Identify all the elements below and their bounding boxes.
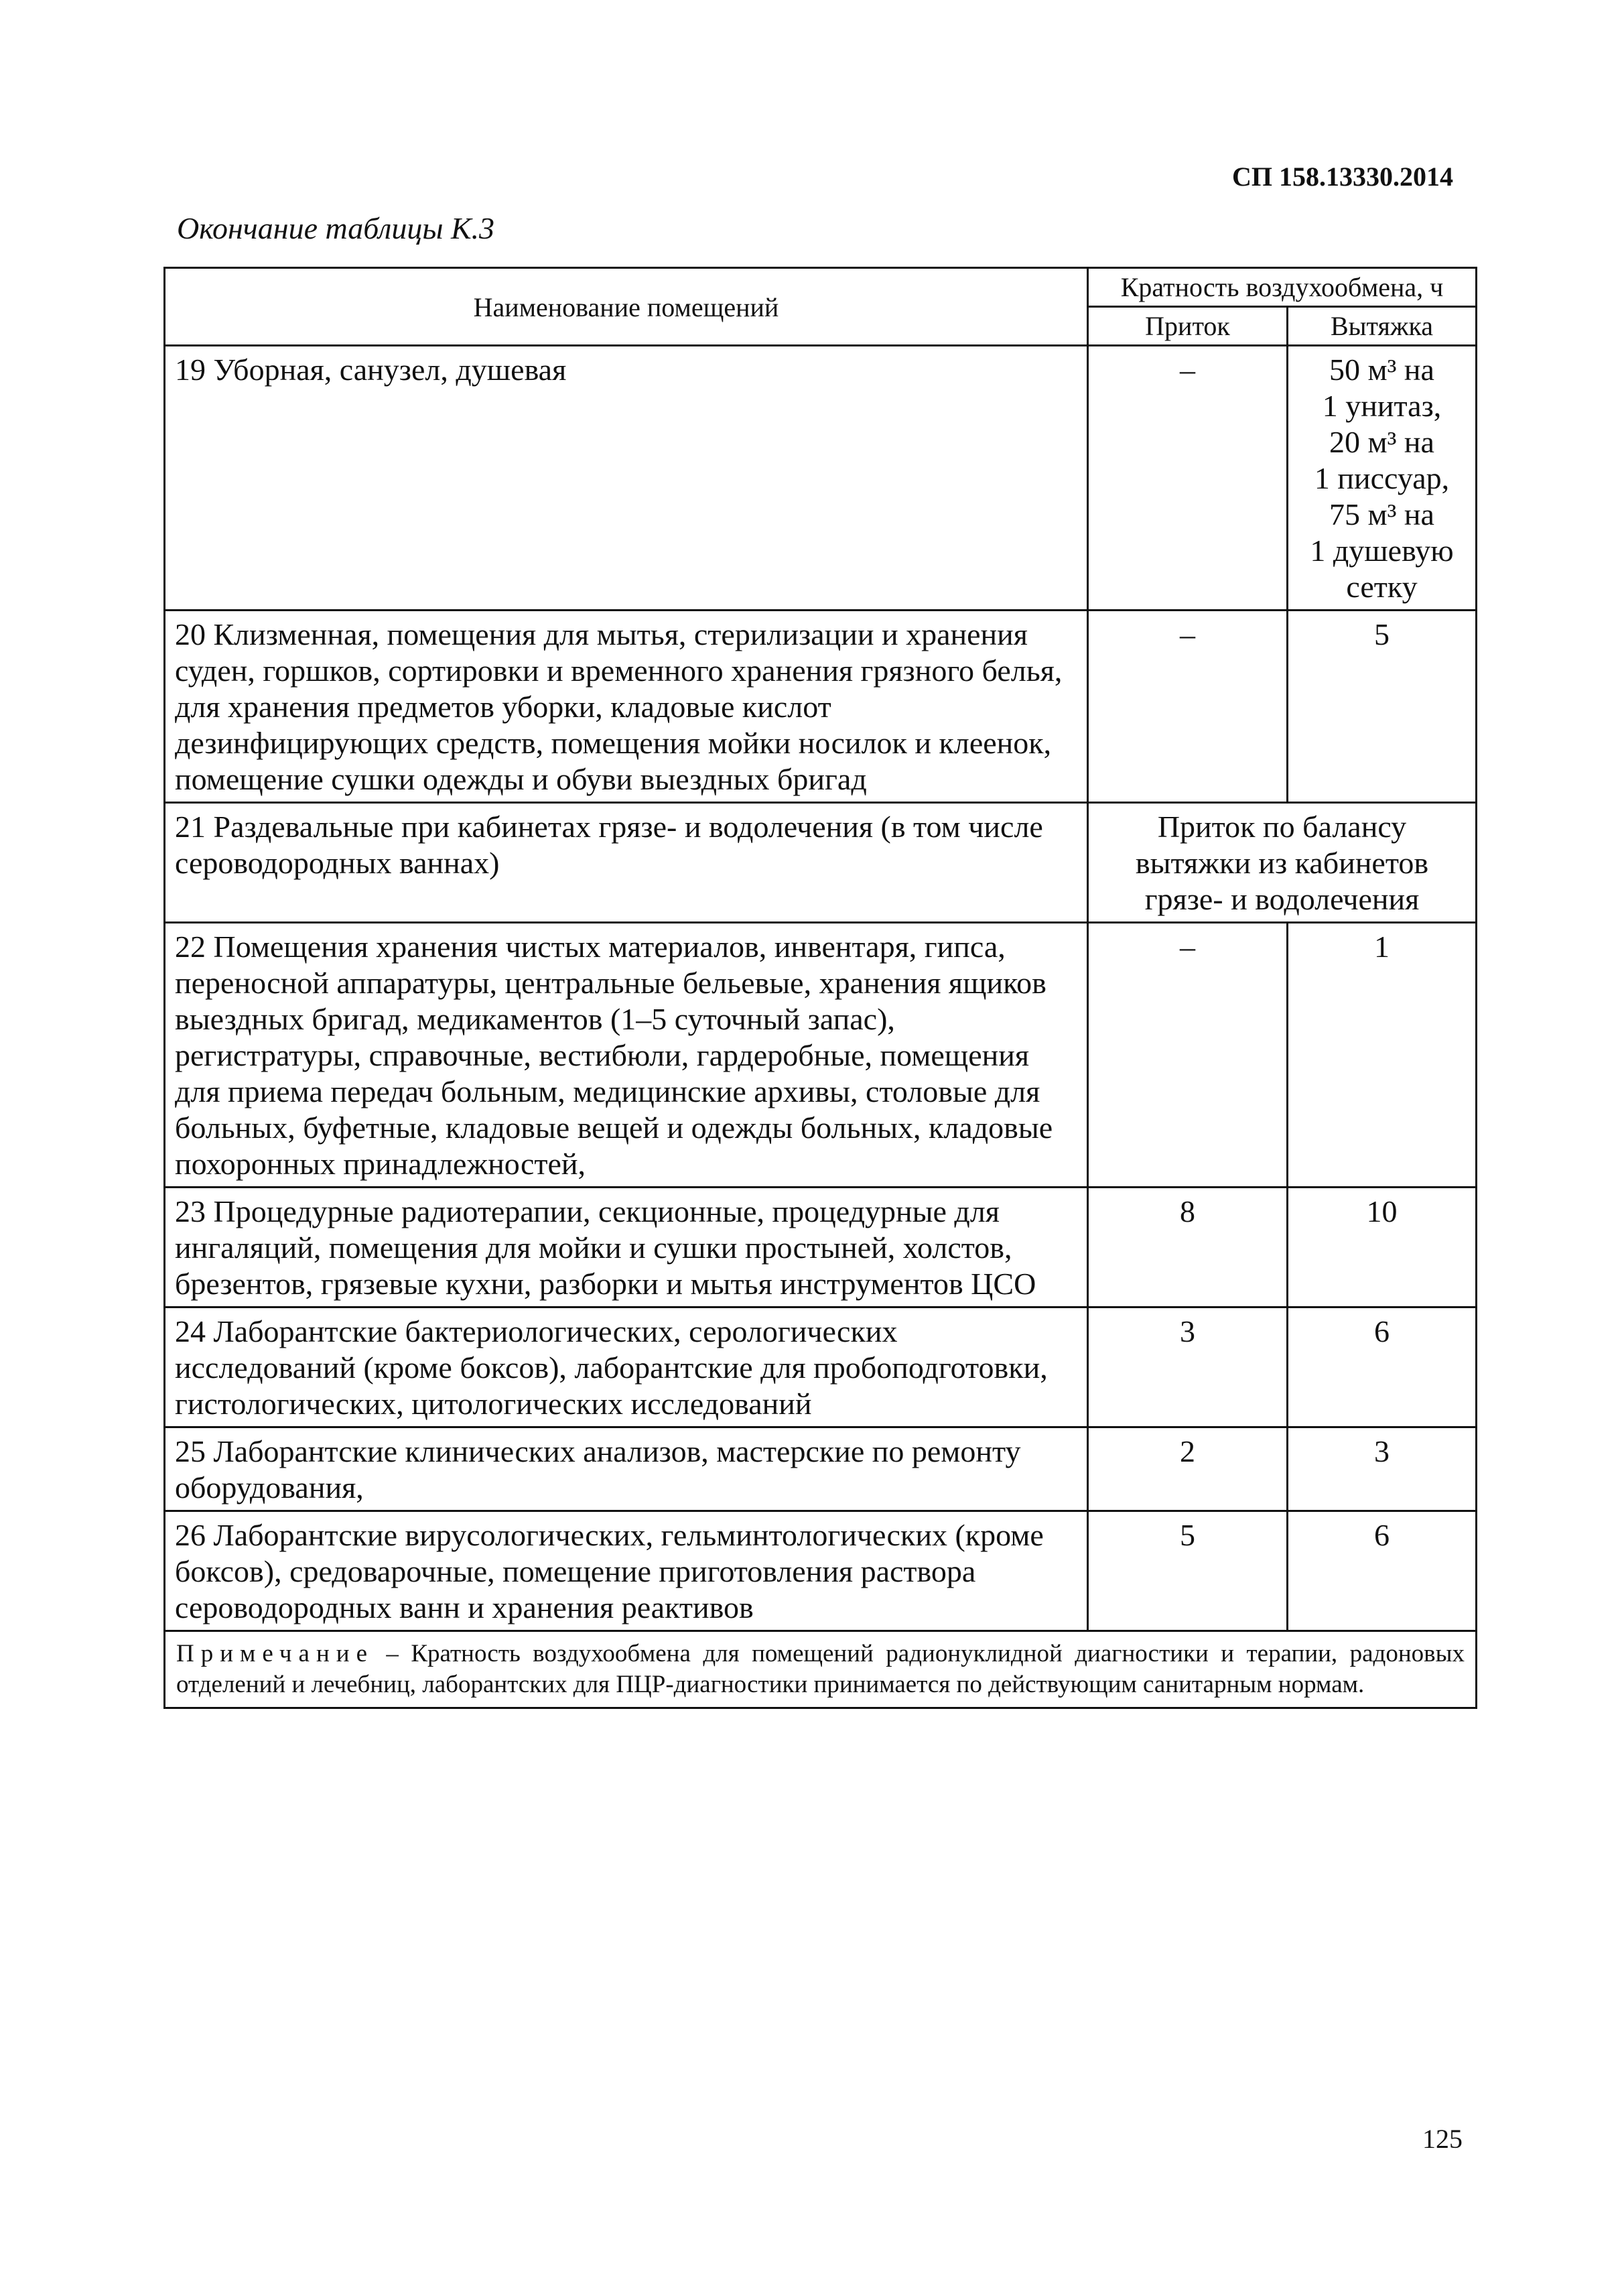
table-note: [165, 1631, 1477, 1708]
room-name-cell: 23 Процедурные радиотерапии, секционные, процедурные для ингаляций, помещения для мойки и сушки простыней, холстов, брезентов, грязевые кухни, разборки и мытья инструментов ЦСО: [165, 1188, 1088, 1308]
column-header-name: Наименование помещений: [165, 268, 1088, 346]
table-row: [165, 1427, 1477, 1511]
room-name-cell: 22 Помещения хранения чистых материалов, инвентаря, гипса, переносной аппаратуры, центральные бельевые, хранения ящиков выездных бригад, медикаментов (1–5 суточный запас), регистратуры, справочные, вестибюли, гардеробные, помещения для приема передач больным, медицинские архивы, столовые для больных, буфетные, кладовые вещей и одежды больных, кладовые похоронных принадлежностей,: [165, 923, 1088, 1188]
exhaust-cell: 5: [1288, 611, 1477, 803]
note-label: Примечание: [176, 1640, 374, 1667]
table-header-row: [165, 268, 1477, 307]
table-row: [165, 611, 1477, 803]
room-name-cell: 24 Лаборантские бактериологических, серологических исследований (кроме боксов), лаборантские для пробоподготовки, гистологических, цитологических исследований: [165, 1308, 1088, 1427]
page-number: 125: [1422, 2124, 1463, 2154]
note-text: – Кратность воздухообмена для помещений радионуклидной диагностики и терапии, радоновых отделений и лечебниц, лаборантских для ПЦР-диагностики принимается по действующим санитарным нормам.: [176, 1640, 1465, 1698]
supply-cell: –: [1088, 611, 1288, 803]
table-row: [165, 346, 1477, 611]
exhaust-cell: 6: [1288, 1511, 1477, 1631]
table-caption: Окончание таблицы К.3: [177, 211, 495, 245]
column-header-exhaust: Вытяжка: [1288, 307, 1477, 346]
table-row: [165, 923, 1477, 1188]
exhaust-line: сетку: [1346, 570, 1418, 604]
room-name-cell: 19 Уборная, санузел, душевая: [165, 346, 1088, 611]
exhaust-cell: 10: [1288, 1188, 1477, 1308]
table-row: [165, 1308, 1477, 1427]
exhaust-cell: 3: [1288, 1427, 1477, 1511]
exhaust-line: 75 м³ на: [1329, 497, 1434, 531]
table-row: [165, 1511, 1477, 1631]
air-exchange-table: [163, 267, 1477, 1709]
supply-cell: –: [1088, 346, 1288, 611]
exhaust-line: 1 душевую: [1310, 533, 1454, 568]
exhaust-cell: [1288, 346, 1477, 611]
column-header-rate: Кратность воздухообмена, ч: [1088, 268, 1477, 307]
supply-cell: 2: [1088, 1427, 1288, 1511]
exhaust-cell: 1: [1288, 923, 1477, 1188]
table-row: [165, 803, 1477, 923]
supply-cell: 3: [1088, 1308, 1288, 1427]
exhaust-line: 1 унитаз,: [1322, 389, 1442, 423]
room-name-cell: 20 Клизменная, помещения для мытья, стерилизации и хранения суден, горшков, сортировки и временного хранения грязного белья, для хранения предметов уборки, кладовые кислот дезинфицирующих средств, помещения мойки носилок и клеенок, помещение сушки одежды и обуви выездных бригад: [165, 611, 1088, 803]
room-name-cell: 25 Лаборантские клинических анализов, мастерские по ремонту оборудования,: [165, 1427, 1088, 1511]
room-name-cell: 21 Раздевальные при кабинетах грязе- и водолечения (в том числе сероводородных ваннах): [165, 803, 1088, 923]
exhaust-line: 20 м³ на: [1329, 425, 1434, 459]
supply-cell: –: [1088, 923, 1288, 1188]
column-header-supply: Приток: [1088, 307, 1288, 346]
table-note-row: [165, 1631, 1477, 1708]
exhaust-line: 50 м³ на: [1329, 353, 1434, 387]
supply-cell: 5: [1088, 1511, 1288, 1631]
document-code: СП 158.13330.2014: [1232, 162, 1453, 192]
room-name-cell: 26 Лаборантские вирусологических, гельминтологических (кроме боксов), средоварочные, помещение приготовления раствора сероводородных ванн и хранения реактивов: [165, 1511, 1088, 1631]
exhaust-cell: 6: [1288, 1308, 1477, 1427]
table-row: [165, 1188, 1477, 1308]
exhaust-line: 1 писсуар,: [1314, 461, 1450, 495]
supply-cell: 8: [1088, 1188, 1288, 1308]
merged-rate-cell: Приток по балансу вытяжки из кабинетов грязе- и водолечения: [1088, 803, 1477, 923]
